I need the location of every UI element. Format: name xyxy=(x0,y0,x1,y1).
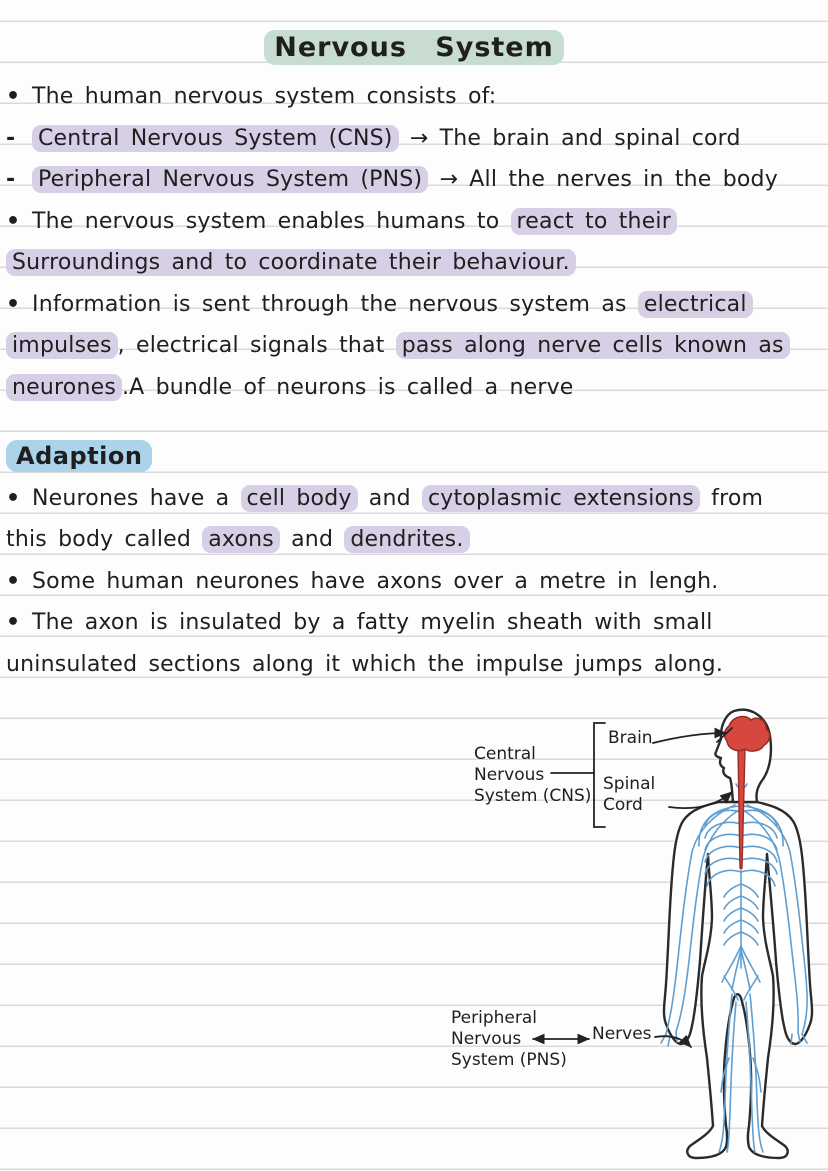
note-text: neurones xyxy=(6,374,122,401)
note-text: Central Nervous System (CNS) xyxy=(32,125,399,152)
note-text: from xyxy=(699,485,764,511)
note-text: Information is sent through the nervous system as xyxy=(32,291,638,317)
note-line xyxy=(6,325,818,367)
note-text: , electrical signals that xyxy=(117,333,396,358)
note-text: axons xyxy=(202,526,280,553)
note-line xyxy=(6,367,818,409)
note-line xyxy=(6,242,818,284)
note-text: .A bundle of neurons is called a nerve xyxy=(121,374,574,400)
note-bullet: • xyxy=(6,485,21,511)
title-highlight: Nervous System xyxy=(264,30,564,65)
nervous-system-diagram xyxy=(436,706,828,1171)
note-text: Neurones have a xyxy=(32,485,241,511)
note-text: The nervous system enables humans to xyxy=(32,208,511,234)
note-bullet: - xyxy=(6,167,16,192)
note-line xyxy=(6,159,818,201)
note-line xyxy=(6,76,818,118)
note-text: cytoplasmic extensions xyxy=(422,485,700,512)
note-text: this body called xyxy=(6,527,203,552)
section-heading xyxy=(6,436,818,478)
note-text: The axon is insulated by a fatty myelin sheath with small xyxy=(32,610,713,635)
note-text: and xyxy=(357,485,422,511)
brain-label: Brain xyxy=(608,728,653,748)
note-bullet: • xyxy=(6,291,21,317)
pns-label-line3: System (PNS) xyxy=(451,1050,567,1070)
section-heading-text: Adaption xyxy=(6,440,152,472)
note-text: cell body xyxy=(241,485,358,512)
cns-label xyxy=(474,744,591,807)
notes-section-adaption xyxy=(6,436,818,685)
note-text: electrical xyxy=(638,291,753,318)
spinal-cord-label xyxy=(603,774,655,816)
note-text: dendrites. xyxy=(344,526,469,553)
note-text: → All the nerves in the body xyxy=(428,167,778,192)
note-bullet: - xyxy=(6,125,16,151)
note-text: Surroundings and to coordinate their behaviour. xyxy=(6,249,576,276)
note-text: uninsulated sections along it which the impulse jumps along. xyxy=(6,651,724,677)
spinal-label-line2: Cord xyxy=(603,795,643,815)
pns-label-line1: Peripheral xyxy=(451,1008,537,1028)
note-text: → The brain and spinal cord xyxy=(398,125,741,151)
nerves-label: Nerves xyxy=(592,1024,652,1044)
note-bullet: • xyxy=(6,610,21,635)
note-text: pass along nerve cells known as xyxy=(396,332,790,359)
note-line xyxy=(6,519,818,561)
note-line xyxy=(6,201,818,243)
note-line xyxy=(6,478,818,520)
cns-label-line1: Central xyxy=(474,744,536,764)
note-bullet: • xyxy=(6,568,21,594)
note-text: react to their xyxy=(511,208,677,235)
brain-arrow xyxy=(653,733,726,743)
note-text: Some human neurones have axons over a metre in lengh. xyxy=(32,568,719,594)
note-bullet: • xyxy=(6,84,21,109)
note-line xyxy=(6,644,818,686)
note-line xyxy=(6,118,818,160)
pns-label-line2: Nervous xyxy=(451,1029,522,1049)
cns-label-line3: System (CNS) xyxy=(474,786,592,806)
note-bullet: • xyxy=(6,208,21,234)
cns-label-line2: Nervous xyxy=(474,765,545,785)
note-text: and xyxy=(279,527,345,552)
brain-shape xyxy=(725,717,770,751)
note-text: Peripheral Nervous System (PNS) xyxy=(32,166,428,193)
pns-label xyxy=(451,1008,567,1071)
note-line xyxy=(6,602,818,644)
spinal-label-line1: Spinal xyxy=(603,774,656,794)
notes-section-nervous-system xyxy=(6,76,818,408)
note-text: impulses xyxy=(6,332,118,359)
page-title xyxy=(0,32,828,63)
note-line xyxy=(6,284,818,326)
note-line xyxy=(6,561,818,603)
note-text: The human nervous system consists of: xyxy=(32,84,497,109)
